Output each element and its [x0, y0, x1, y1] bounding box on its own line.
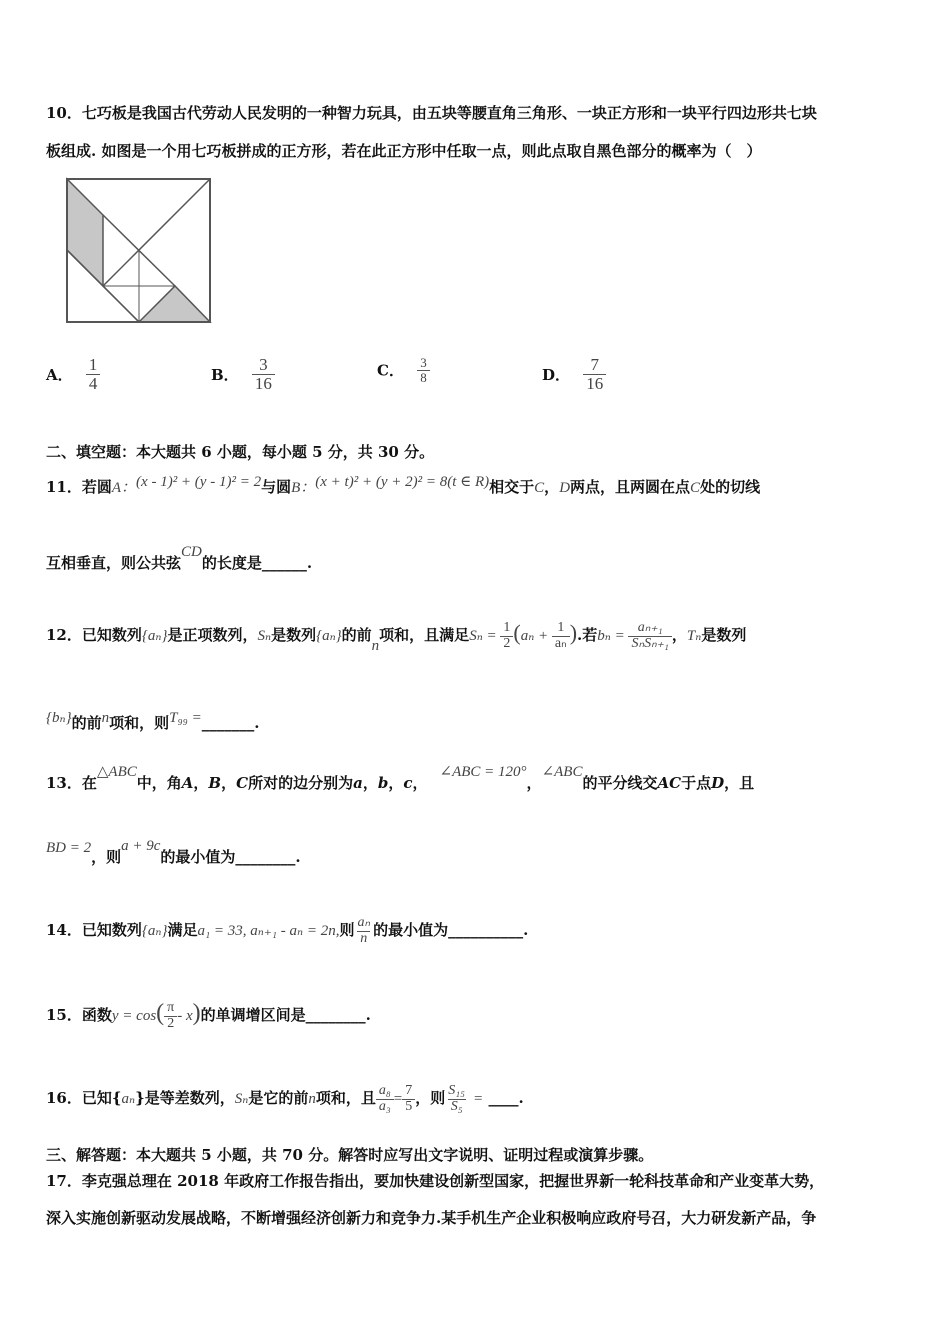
q17-line1: 17．李克强总理在 2018 年政府工作报告指出，要加快建设创新型国家，把握世界新一轮科技革命和产业变革大势，	[46, 1172, 825, 1190]
option-d-fraction: $\frac{7}{16}$	[583, 356, 606, 393]
tangram-figure	[64, 176, 214, 326]
q10-line1: 10．七巧板是我国古代劳动人民发明的一种智力玩具，由五块等腰直角三角形、一块正方形和一块平行四边形共七块	[46, 104, 817, 122]
q16-line: 16．已知{aₙ}是等差数列，Sₙ是它的前n项和，且 $\frac{\text{a₈}}{\text{a₃}}$ = $\frac{7}{5}$ ，则 $\frac{\text{S₁₅}}{\text{S₅}}$ = ____.	[46, 1083, 524, 1114]
q13-line2: BD = 2，则a + 9c的最小值为________.	[46, 838, 301, 866]
shaded-parallelogram	[67, 179, 103, 286]
option-b-label: B．	[211, 365, 239, 384]
q11-line1: 11．若圆A：(x - 1)² + (y - 1)² = 2与圆B：(x + t)² + (y + 2)² = 8(t ∈ R)相交于C，D两点，且两圆在点C处的切线	[46, 474, 761, 496]
option-c-label: C．	[377, 361, 404, 380]
option-a-fraction: $\frac{1}{4}$	[86, 356, 101, 393]
option-b[interactable]	[211, 356, 275, 393]
section3-heading: 三、解答题：本大题共 5 小题，共 70 分。解答时应写出文字说明、证明过程或演算步骤。	[46, 1146, 654, 1164]
q12-line1: 12．已知数列{aₙ}是正项数列，Sₙ是数列{aₙ}的前n项和，且满足Sₙ = $\frac{1}{2}$ (aₙ + $\frac{1}{\text{aₙ}}$ ).若bₙ = $\frac{\text{aₙ₊₁}}{\text{SₙSₙ₊₁}}$ ，Tₙ是数列	[46, 619, 747, 654]
option-d-label: D．	[542, 365, 571, 384]
q13-line1: 13．在△ABC中，角A，B，C所对的边分别为a，b，c，∠ABC = 120°，∠ABC的平分线交AC于点D，且	[46, 764, 755, 792]
q12-line2: {bₙ}的前n项和，则T₉₉ =_______.	[46, 710, 260, 732]
q15-line: 15．函数y = cos( $\frac{\pi}{2}$ - x)的单调增区间是________.	[46, 999, 371, 1031]
q10-line2: 板组成. 如图是一个用七巧板拼成的正方形，若在此正方形中任取一点，则此点取自黑色部分的概率为（ ）	[46, 142, 762, 160]
section2-heading: 二、填空题：本大题共 6 小题，每小题 5 分，共 30 分。	[46, 443, 435, 461]
option-b-fraction: $\frac{3}{16}$	[252, 356, 275, 393]
q14-line: 14．已知数列{aₙ}满足a₁ = 33, aₙ₊₁ - aₙ = 2n,则 $\frac{\text{aₙ}}{n}$ 的最小值为__________.	[46, 915, 529, 946]
q17-line2: 深入实施创新驱动发展战略，不断增强经济创新力和竞争力.某手机生产企业积极响应政府号召，大力研发新产品，争	[46, 1209, 817, 1227]
option-c-fraction: $\frac{3}{8}$	[417, 356, 430, 384]
option-a-label: A．	[46, 365, 73, 384]
shaded-triangle	[139, 286, 210, 322]
option-d[interactable]	[542, 356, 606, 393]
q11-line2: 互相垂直，则公共弦CD的长度是______.	[46, 544, 313, 572]
option-c[interactable]	[377, 356, 430, 384]
option-a[interactable]	[46, 356, 100, 393]
